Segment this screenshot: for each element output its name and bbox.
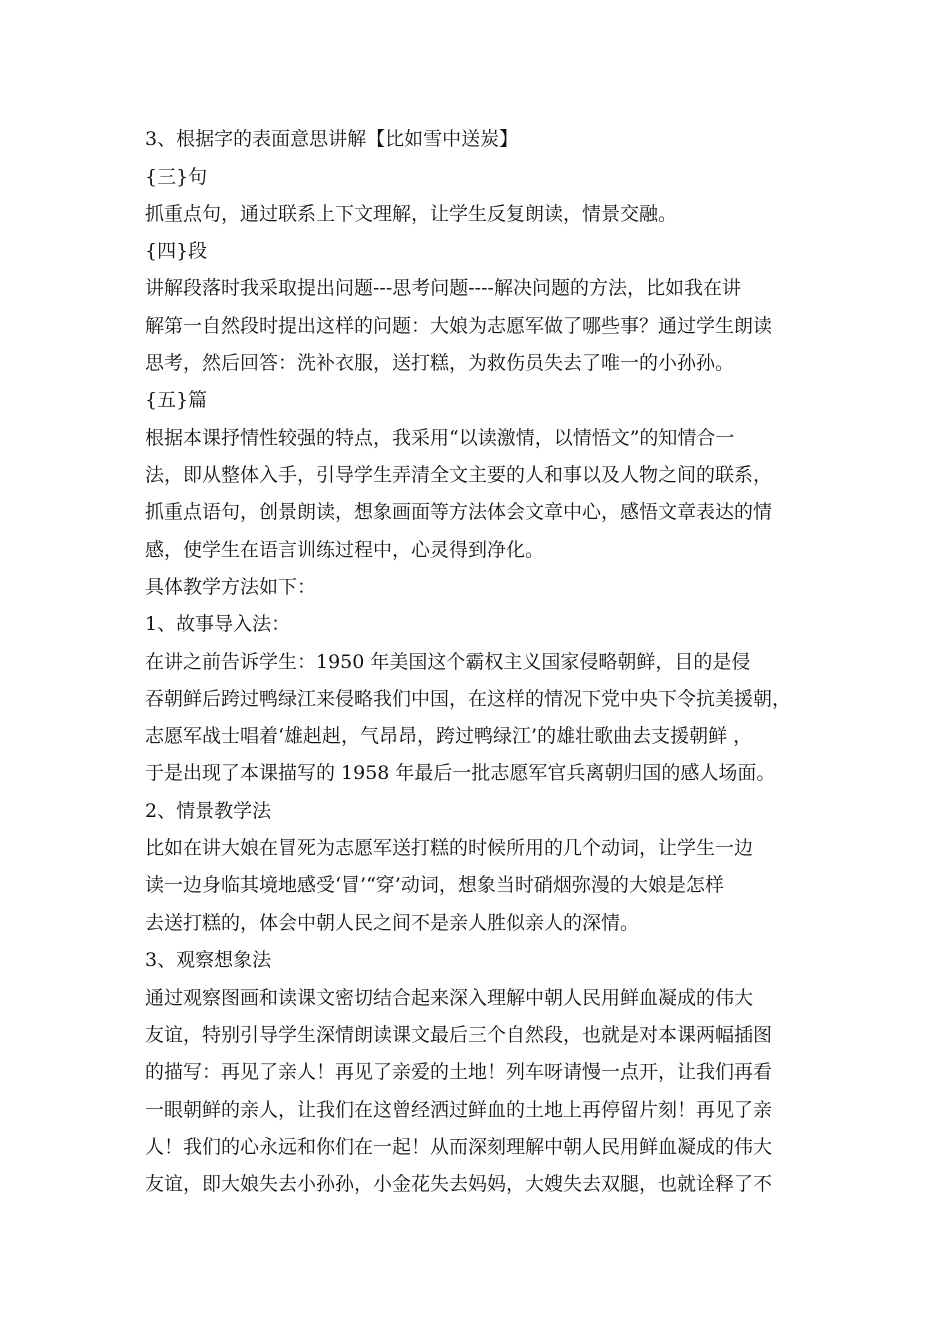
- text-line: 人！我们的心永远和你们在一起！从而深刻理解中朝人民用鲜血凝成的伟大: [145, 1136, 773, 1158]
- text-line: 感，使学生在语言训练过程中，心灵得到净化。: [145, 539, 545, 561]
- text-line: 友谊，特别引导学生深情朗读课文最后三个自然段，也就是对本课两幅插图: [145, 1024, 773, 1046]
- text-line: 吞朝鲜后跨过鸭绿江来侵略我们中国，在这样的情况下党中央下令抗美援朝，: [145, 688, 792, 710]
- section-heading: {三}句: [145, 166, 208, 188]
- text-line: 根据本课抒情性较强的特点，我采用“以读激情，以情悟文”的知情合一: [145, 427, 735, 449]
- section-heading: {四}段: [145, 240, 208, 262]
- text-line: 抓重点句，通过联系上下文理解，让学生反复朗读，情景交融。: [145, 203, 678, 225]
- text-line: 在讲之前告诉学生：1950 年美国这个霸权主义国家侵略朝鲜，目的是侵: [145, 651, 751, 673]
- section-heading: 2、情景教学法: [145, 800, 272, 822]
- text-line: 友谊，即大娘失去小孙孙，小金花失去妈妈，大嫂失去双腿，也就诠释了不: [145, 1173, 773, 1195]
- text-line: 于是出现了本课描写的 1958 年最后一批志愿军官兵离朝归国的感人场面。: [145, 762, 776, 784]
- text-line: 抓重点语句，创景朗读，想象画面等方法体会文章中心，感悟文章表达的情: [145, 501, 773, 523]
- section-heading: 1、故事导入法：: [145, 613, 291, 635]
- text-line: 思考，然后回答：洗补衣服，送打糕，为救伤员失去了唯一的小孙孙。: [145, 352, 735, 374]
- text-line: 去送打糕的，体会中朝人民之间不是亲人胜似亲人的深情。: [145, 912, 640, 934]
- text-line: 的描写：再见了亲人！再见了亲爱的土地！列车呀请慢一点开，让我们再看: [145, 1061, 773, 1083]
- section-heading: 3、观察想象法: [145, 949, 272, 971]
- text-line: 通过观察图画和读课文密切结合起来深入理解中朝人民用鲜血凝成的伟大: [145, 987, 754, 1009]
- text-line: 具体教学方法如下：: [145, 576, 317, 598]
- text-line: 3、根据字的表面意思讲解【比如雪中送炭】: [145, 128, 519, 150]
- text-line: 讲解段落时我采取提出问题---思考问题----解决问题的方法，比如我在讲: [145, 277, 741, 299]
- section-heading: {五}篇: [145, 389, 208, 411]
- text-line: 法，即从整体入手，引导学生弄清全文主要的人和事以及人物之间的联系，: [145, 464, 773, 486]
- text-line: 一眼朝鲜的亲人，让我们在这曾经洒过鲜血的土地上再停留片刻！再见了亲: [145, 1099, 773, 1121]
- text-line: 解第一自然段时提出这样的问题：大娘为志愿军做了哪些事？通过学生朗读: [145, 315, 773, 337]
- text-line: 比如在讲大娘在冒死为志愿军送打糕的时候所用的几个动词，让学生一边: [145, 837, 754, 859]
- text-line: 读一边身临其境地感受‘冒’“穿’动词，想象当时硝烟弥漫的大娘是怎样: [145, 874, 724, 896]
- text-line: 志愿军战士唱着‘雄赳赳，气昂昂，跨过鸭绿江’的雄壮歌曲去支援朝鲜 ，: [145, 725, 753, 747]
